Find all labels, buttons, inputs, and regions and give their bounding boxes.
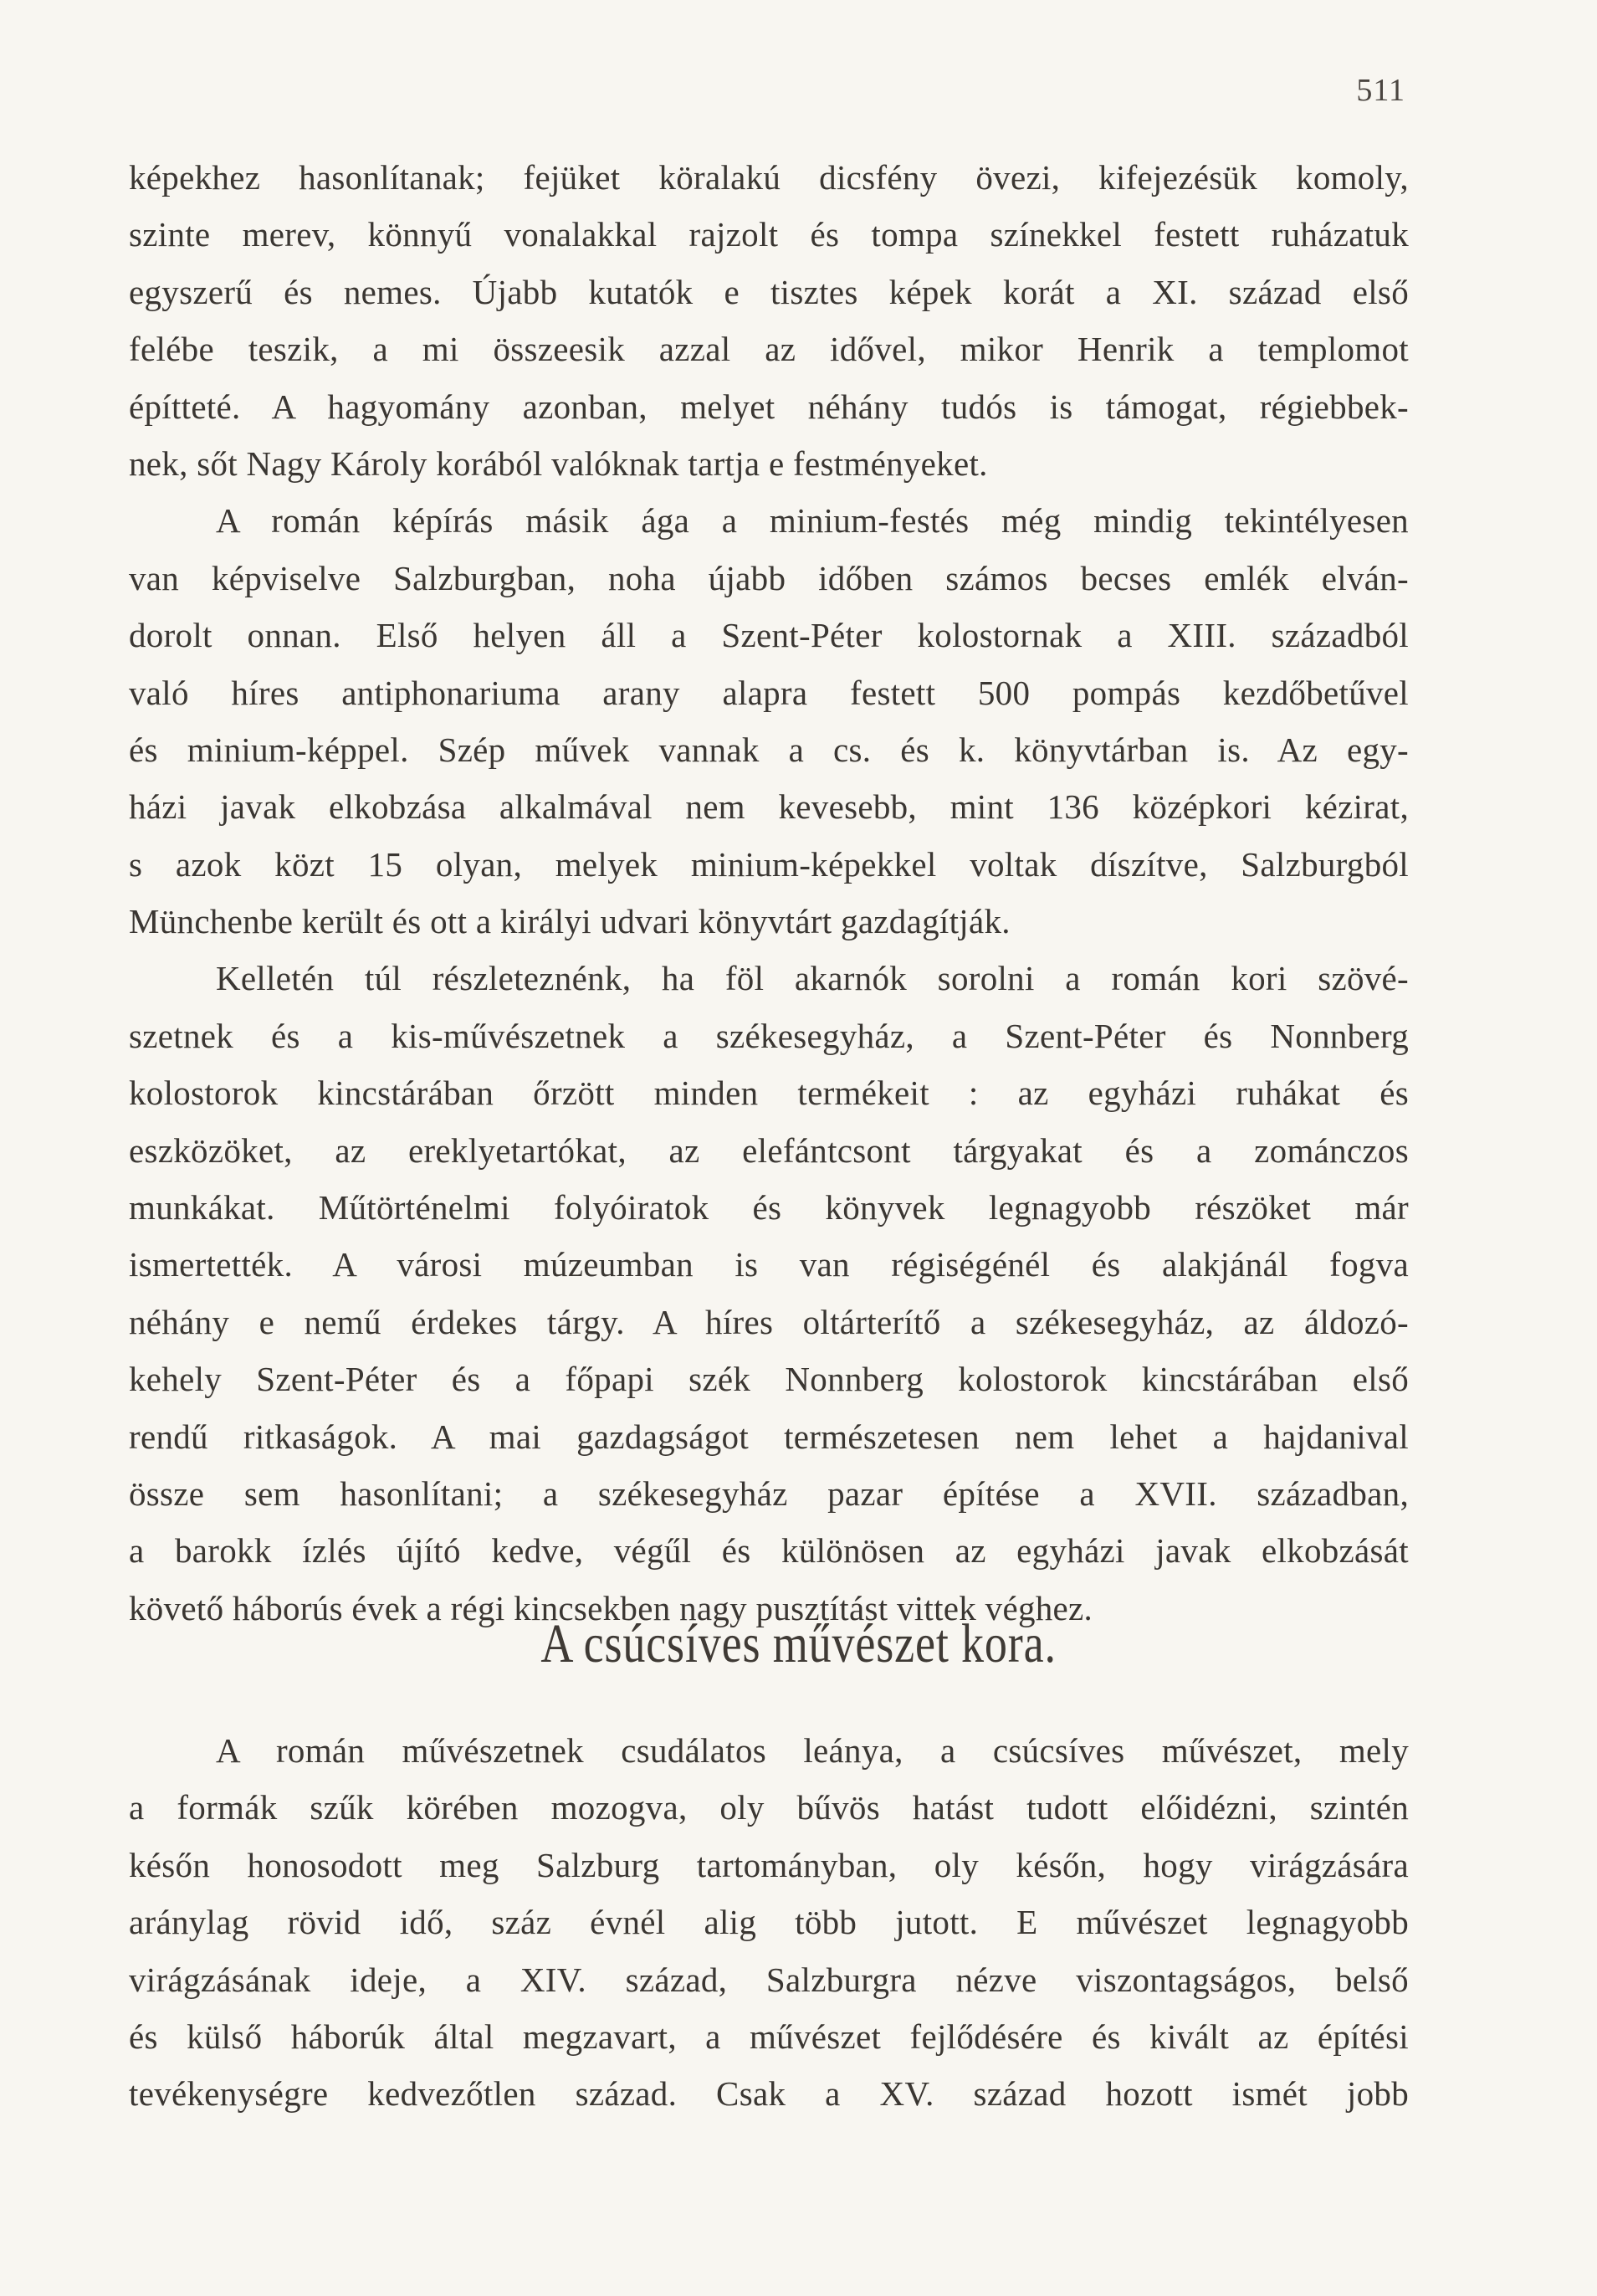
text-line: házi javak elkobzása alkalmával nem kevesebb, mint 136 középkori kézirat, bbox=[129, 787, 1409, 827]
page-number: 511 bbox=[1356, 73, 1405, 108]
text-line: szetnek és a kis-művészetnek a székesegyház, a Szent-Péter és Nonnberg bbox=[129, 1016, 1409, 1055]
text-line: néhány e nemű érdekes tárgy. A híres oltárterítő a székesegyház, az áldozó- bbox=[129, 1302, 1409, 1341]
text-line: követő háborús évek a régi kincsekben nagy pusztítást vittek véghez. bbox=[129, 1588, 1093, 1627]
text-line: van képviselve Salzburgban, noha újabb időben számos becses emlék elván- bbox=[129, 558, 1409, 597]
text-line: kehely Szent-Péter és a főpapi szék Nonnberg kolostorok kincstárában első bbox=[129, 1360, 1409, 1399]
text-line: későn honosodott meg Salzburg tartományban, oly későn, hogy virágzására bbox=[129, 1845, 1409, 1884]
text-line: nek, sőt Nagy Károly korából valóknak tartja e festményeket. bbox=[129, 443, 988, 483]
section-heading: A csúcsíves művészet kora. bbox=[540, 1613, 1057, 1674]
text-line: kolostorok kincstárában őrzött minden termékeit : az egyházi ruhákat és bbox=[129, 1074, 1409, 1113]
text-line: ismertették. A városi múzeumban is van régiségénél és alakjánál fogva bbox=[129, 1245, 1409, 1284]
text-line: képekhez hasonlítanak; fejüket köralakú dicsfény övezi, kifejezésük komoly, bbox=[129, 158, 1409, 197]
text-line: és minium-képpel. Szép művek vannak a cs. és k. könyvtárban is. Az egy- bbox=[129, 730, 1409, 769]
text-line: a formák szűk körében mozogva, oly bűvös hatást tudott előidézni, szintén bbox=[129, 1788, 1409, 1827]
text-line: dorolt onnan. Első helyen áll a Szent-Péter kolostornak a XIII. századból bbox=[129, 616, 1409, 655]
text-block-top bbox=[129, 149, 1409, 1637]
text-line: össze sem hasonlítani; a székesegyház pazar építése a XVII. században, bbox=[129, 1473, 1409, 1513]
text-line: Kelletén túl részleteznénk, ha föl akarnók sorolni a román kori szövé- bbox=[216, 959, 1409, 998]
text-line: A román művészetnek csudálatos leánya, a csúcsíves művészet, mely bbox=[216, 1731, 1409, 1770]
text-line: A román képírás másik ága a minium-festés még mindig tekintélyesen bbox=[216, 501, 1409, 541]
text-line: tevékenységre kedvezőtlen század. Csak a XV. század hozott ismét jobb bbox=[129, 2074, 1409, 2114]
text-line: s azok közt 15 olyan, melyek minium-képekkel voltak díszítve, Salzburgból bbox=[129, 844, 1409, 884]
text-line: rendű ritkaságok. A mai gazdagságot természetesen nem lehet a hajdanival bbox=[129, 1417, 1409, 1456]
text-line: a barokk ízlés újító kedve, végűl és különösen az egyházi javak elkobzását bbox=[129, 1531, 1409, 1571]
text-line: felébe teszik, a mi összeesik azzal az idővel, mikor Henrik a templomot bbox=[129, 330, 1409, 369]
text-line: való híres antiphonariuma arany alapra festett 500 pompás kezdőbetűvel bbox=[129, 673, 1409, 712]
text-line: aránylag rövid idő, száz évnél alig több jutott. E művészet legnagyobb bbox=[129, 1903, 1409, 1942]
text-line: szinte merev, könnyű vonalakkal rajzolt és tompa színekkel festett ruházatuk bbox=[129, 215, 1409, 254]
text-line: és külső háborúk által megzavart, a művészet fejlődésére és kivált az építési bbox=[129, 2017, 1409, 2056]
text-line: egyszerű és nemes. Újabb kutatók e tisztes képek korát a XI. század első bbox=[129, 272, 1409, 311]
text-line: eszközöket, az ereklyetartókat, az elefántcsont tárgyakat és a zománczos bbox=[129, 1130, 1409, 1170]
text-line: Münchenbe került és ott a királyi udvari könyvtárt gazdagítják. bbox=[129, 902, 1011, 941]
text-line: virágzásának ideje, a XIV. század, Salzburgra nézve viszontagságos, belső bbox=[129, 1960, 1409, 1999]
text-block-bottom bbox=[129, 1722, 1409, 2123]
text-line: munkákat. Műtörténelmi folyóiratok és könyvek legnagyobb részöket már bbox=[129, 1188, 1409, 1227]
text-line: építteté. A hagyomány azonban, melyet néhány tudós is támogat, régiebbek- bbox=[129, 387, 1409, 426]
